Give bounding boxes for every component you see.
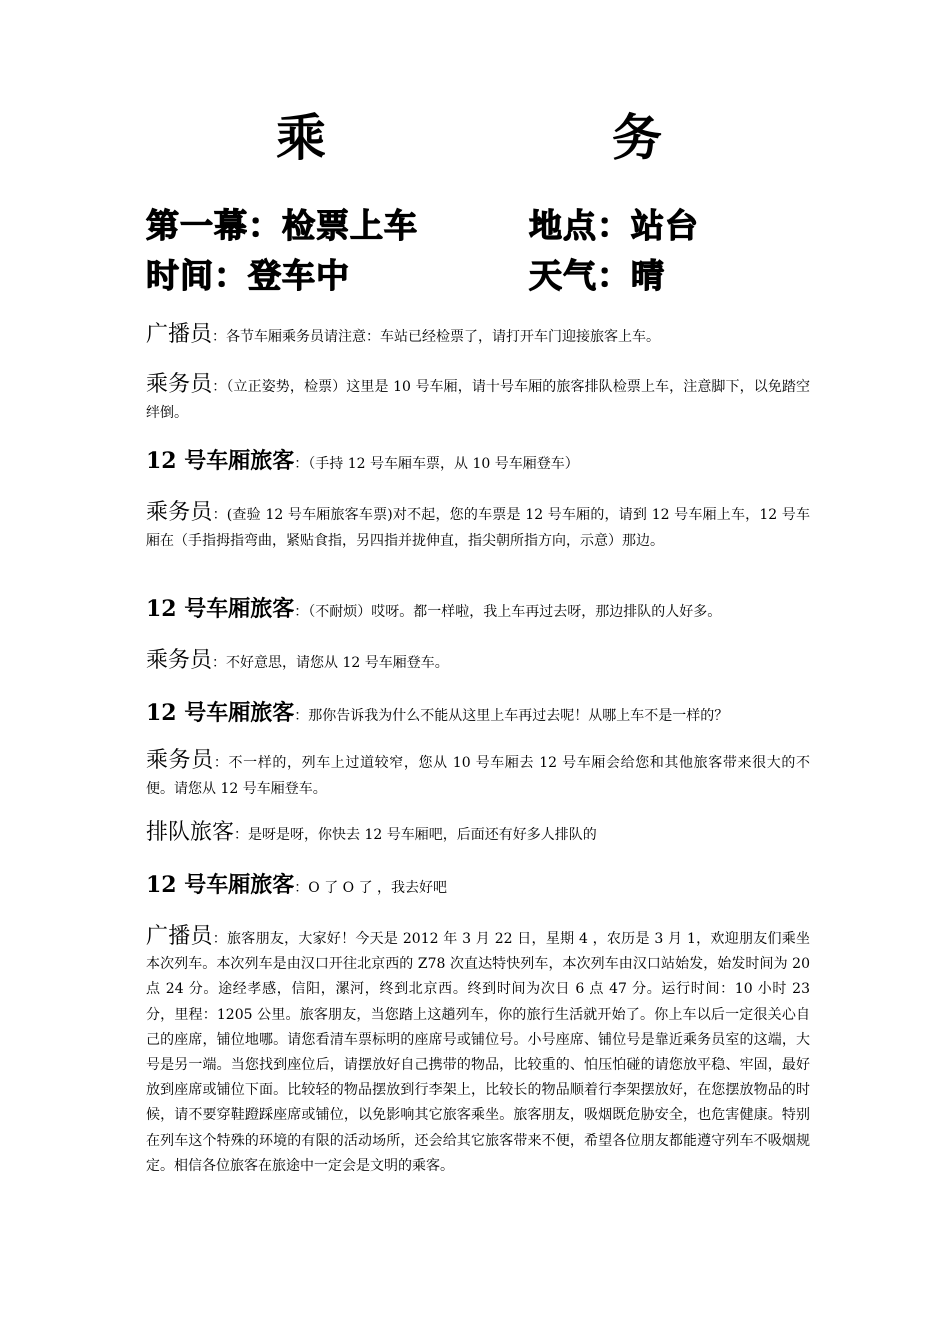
title-char-2: 务: [612, 109, 662, 167]
line-text: 各节车厢乘务员请注意：车站已经检票了，请打开车门迎接旅客上车。: [226, 329, 661, 345]
dialogue-line: [146, 322, 810, 350]
speaker: 乘务员: [146, 500, 213, 525]
weather-heading: 天气：晴: [529, 256, 665, 295]
separator: ：: [294, 880, 309, 896]
dialogue-line: [146, 872, 810, 901]
separator: ：: [294, 708, 309, 724]
separator: ：: [212, 379, 227, 395]
line-text: (查验 12 号车厢旅客车票)对不起，您的车票是 12 号车厢的，请到 12 号车厢上车，12 号车厢在（手指拇指弯曲，紧贴食指，另四指并拢伸直，指尖朝所指方向，示意）那边。: [146, 507, 810, 549]
separator: ：: [212, 931, 228, 947]
line-text: （不耐烦）哎呀。都一样啦，我上车再过去呀，那边排队的人好多。: [308, 604, 722, 620]
time-heading: 时间：登车中: [146, 256, 350, 295]
page-title: [0, 98, 950, 167]
line-text: O 了 O 了 ，我去好吧: [308, 880, 448, 896]
dialogue-line: [146, 748, 810, 802]
speaker: 乘务员: [146, 748, 214, 773]
dialogue-line: [146, 700, 810, 729]
line-text: 那你告诉我为什么不能从这里上车再过去呢！从哪上车不是一样的？: [308, 708, 729, 724]
speaker: 广播员: [146, 322, 213, 347]
speaker: 广播员: [146, 924, 213, 949]
separator: ：: [294, 456, 309, 472]
speaker: 乘务员: [146, 372, 213, 397]
dialogue-line: [146, 500, 810, 554]
speaker: 12 号车厢旅客: [146, 596, 295, 622]
dialogue-line: [146, 596, 810, 625]
title-char-1: 乘: [276, 109, 326, 167]
dialogue-line: [146, 448, 810, 477]
act-heading: 第一幕：检票上车: [146, 206, 418, 245]
line-text: 是呀是呀，你快去 12 号车厢吧，后面还有好多人排队的: [248, 827, 597, 843]
separator: ：: [212, 507, 227, 523]
line-text: （手持 12 号车厢车票，从 10 号车厢登车）: [308, 456, 579, 472]
line-text: 不一样的，列车上过道较窄，您从 10 号车厢去 12 号车厢会给您和其他旅客带来很大的不便。请您从 12 号车厢登车。: [146, 755, 810, 797]
separator: ：: [212, 655, 227, 671]
place-heading: 地点：站台: [529, 206, 699, 245]
speaker: 12 号车厢旅客: [146, 700, 295, 726]
separator: ：: [294, 604, 309, 620]
line-text: 不好意思，请您从 12 号车厢登车。: [226, 655, 449, 671]
separator: ：: [212, 329, 227, 345]
dialogue-line: [146, 648, 810, 676]
speaker: 排队旅客: [146, 820, 235, 845]
speaker: 12 号车厢旅客: [146, 448, 295, 474]
speaker: 乘务员: [146, 648, 213, 673]
speaker: 12 号车厢旅客: [146, 872, 295, 898]
line-text: 旅客朋友，大家好！今天是 2012 年 3 月 22 日，星期 4 ，农历是 3 月 1，欢迎朋友们乘坐本次列车。本次列车是由汉口开往北京西的 Z78 次直达特快列车，本次列车由汉口站始发，始发时间为 20 点 24 分。途经孝感，信阳，漯河，终到北京西。终到时间为次日 6 点 47 分。运行时间：10 小时 23 分，里程：1205 公里。旅客朋友，当您踏上这趟列车，你的旅行生活就开始了。你上车以后一定很关心自己的座席，铺位地哪。请您看清车票标明的座席号或铺位号。小号座席、铺位号是靠近乘务员室的这端，大号是另一端。当您找到座位后，请摆放好自己携带的物品，比较重的、怕压怕碰的请您放平稳、牢固，最好放到座席或铺位下面。比较轻的物品摆放到行李架上，比较长的物品顺着行李架摆放好，在您摆放物品的时候，请不要穿鞋蹬踩座席或铺位，以免影响其它旅客乘坐。旅客朋友，吸烟既危胁安全，也危害健康。特别在列车这个特殊的环境的有限的活动场所，还会给其它旅客带来不便，希望各位朋友都能遵守列车不吸烟规定。相信各位旅客在旅途中一定会是文明的乘客。: [146, 931, 810, 1174]
dialogue-line: [146, 372, 810, 426]
dialogue-line: [146, 924, 810, 1179]
line-text: （立正姿势，检票）这里是 10 号车厢，请十号车厢的旅客排队检票上车，注意脚下，以免踏空绊倒。: [146, 379, 811, 421]
dialogue-line: [146, 820, 810, 848]
separator: ：: [213, 755, 229, 771]
separator: ：: [234, 827, 249, 843]
